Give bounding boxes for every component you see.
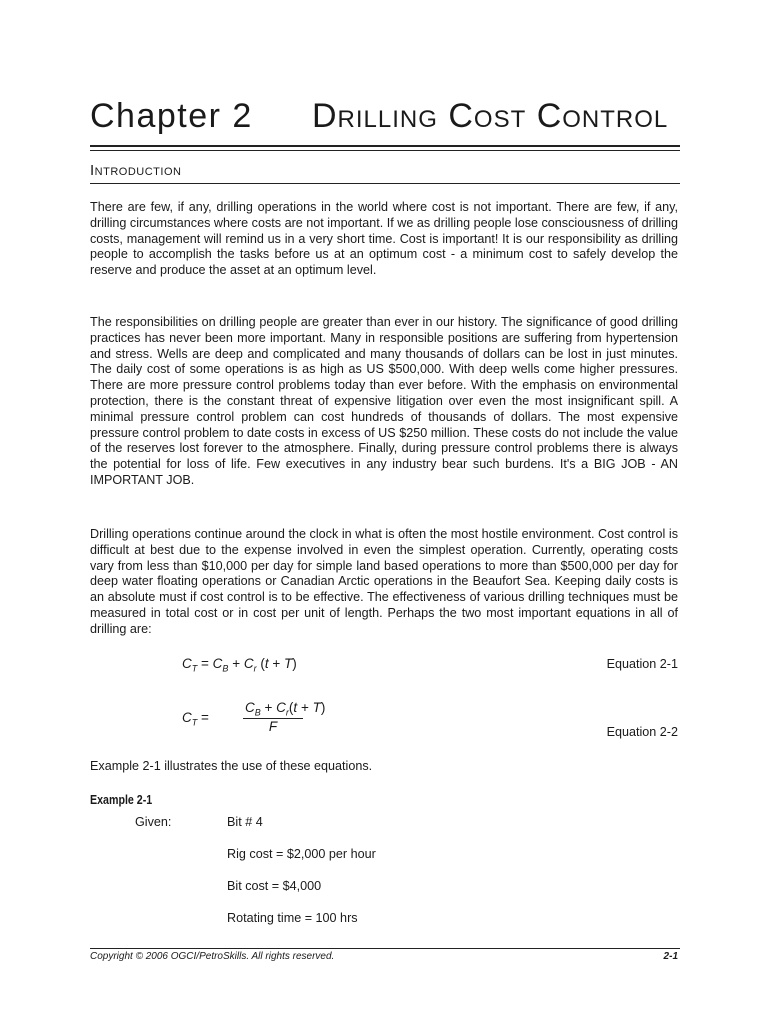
given-item: Rotating time = 100 hrs: [227, 911, 358, 925]
footer-copyright: Copyright © 2006 OGCI/PetroSkills. All rights reserved.: [90, 951, 335, 962]
section-rule: [90, 183, 680, 184]
chapter-rule-bottom: [90, 150, 680, 151]
given-item: Bit cost = $4,000: [227, 879, 322, 893]
equation-2-2-lhs: $C_T$ =: [182, 710, 209, 728]
equation-2-2-fraction: [243, 700, 326, 734]
equation-2-1: $C_T = C_B + C_r$ (t + T): [182, 656, 297, 674]
paragraph-1: There are few, if any, drilling operations in the world where cost is not important. There are few, if any, drilling circumstances where costs are not important. If we as drilling people lose consciousness of drilling costs, management will remind us in a very short time. Cost is important! It is our responsibility as drilling people to accomplish the tasks before us at an optimum cost - a minimum cost to safely develop the reserve and produce the asset at an optimum level.: [90, 200, 678, 278]
example-heading: Example 2-1: [90, 792, 153, 807]
chapter-number: Chapter 2: [90, 97, 253, 135]
paragraph-3: Drilling operations continue around the clock in what is often the most hostile environment. Cost control is difficult at best due to the expense involved in even the simplest operation. Currently, operating costs vary from less than $10,000 per day for simple land based operations to more than $500,000 per day for deep water floating operations or Canadian Arctic operations in the Beaufort Sea. Keeping daily costs is an absolute must if cost control is to be effective. The effectiveness of various drilling techniques must be measured in total cost or in cost per unit of length. Perhaps the two most important equations in all of drilling are:: [90, 527, 678, 636]
chapter-heading: [90, 94, 680, 138]
given-item: Bit # 4: [227, 815, 263, 829]
equation-2-2-denominator: F: [268, 718, 278, 734]
example-intro: Example 2-1 illustrates the use of these equations.: [90, 759, 373, 773]
chapter-title: Drilling Cost Control: [312, 97, 669, 135]
equation-2-1-label: Equation 2-1: [606, 657, 678, 671]
paragraph-2: The responsibilities on drilling people are greater than ever in our history. The significance of good drilling practices has never been more important. Many in responsible positions are suffering from hypertension and stress. Wells are deep and complicated and many thousands of dollars can be lost in just minutes. The daily cost of some operations is as high as US $500,000. With deep wells come higher pressures. There are more pressure control problems today than ever before. With the emphasis on environmental protection, there is the constant threat of expensive litigation over even the most insignificant spill. A minimal pressure control problem can cost hundreds of thousands of dollars. The most expensive pressure control problem to date costs in excess of US $250 million. These costs do not include the value of the reserves lost forever to the atmosphere. Finally, during pressure control problems there is always the potential for loss of life. Few executives in any industry bear such burdens. It's a BIG JOB - AN IMPORTANT JOB.: [90, 315, 678, 487]
given-label: Given:: [135, 815, 172, 829]
equation-2-2-numerator: $C_B + C_r(t + T)$: [245, 700, 326, 718]
footer-rule: [90, 948, 680, 949]
section-heading: Introduction: [90, 162, 182, 179]
chapter-rule-top: [90, 145, 680, 147]
given-item: Rig cost = $2,000 per hour: [227, 847, 376, 861]
equation-2-2-label: Equation 2-2: [606, 725, 678, 739]
footer-page-number: 2-1: [663, 951, 678, 962]
